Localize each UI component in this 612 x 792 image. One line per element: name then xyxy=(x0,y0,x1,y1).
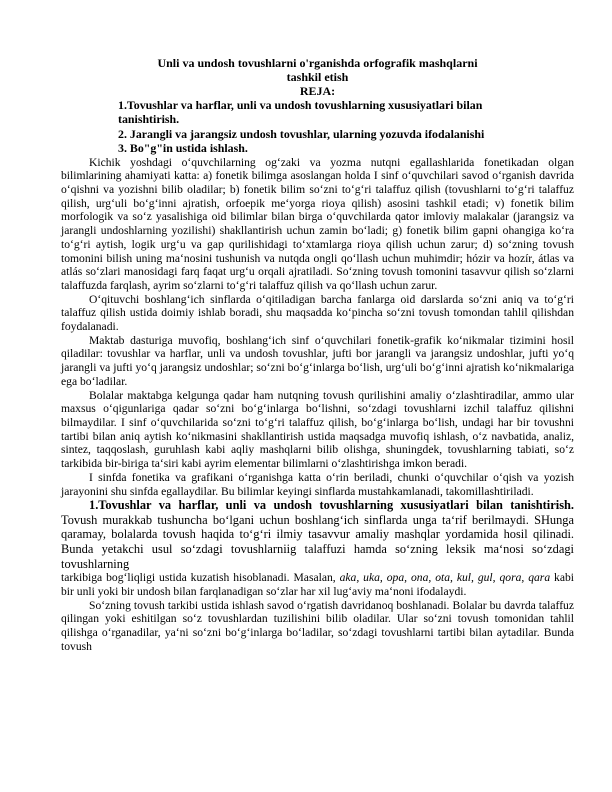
section-heading: 1.Tovushlar va harflar, unli va undosh tovushlarning xususiyatlari bilan tanishtirish. xyxy=(89,498,574,513)
paragraph: Bolalar maktabga kelgunga qadar ham nutqning tovush qurilishini amaliy o‘zlashtiradilar, ammo ular maxsus o‘qigunlariga qadar so‘zni bo‘g‘inlarga bo‘lishni, so‘zdagi tovushlarni izchil talaffuz qilishni bilmaydilar. I sinf o‘quvchilarida so‘zni to‘g‘ri talaffuz qilish, bo‘g‘inlarga bo‘lish, undagi har bir tovushni tartibi bilan aniq aytish ko‘nikmasini shakllantirish ustida maqsadga muvofiq ishlash, o‘z navbatida, analiz, sintez, taqqoslash, guruhlash kabi aqliy mashqlarni bilib olishga, shuningdek, tovushlarning tabiati, so‘z tarkibida bir-biriga ta‘siri kabi ayrim elementar bilimlarni o‘zlashtirishga imkon beradi. xyxy=(61,388,574,471)
paragraph: I sinfda fonetika va grafikani o‘rganishga katta o‘rin beriladi, chunki o‘quvchilar o‘qish va yozish jarayonini shu sinfda egallaydilar. Bu bilimlar keyingi sinflarda mustahkamlanadi, takomillashtiriladi. xyxy=(61,470,574,498)
plan-list xyxy=(118,98,574,156)
document-title-line2: tashkil etish xyxy=(286,70,349,84)
plan-item-3: 3. Bo"g"in ustida ishlash. xyxy=(118,141,248,156)
example-text: tarkibiga bog‘liqligi ustida kuzatish hisoblanadi. Masalan, xyxy=(61,571,340,585)
paragraph: Kichik yoshdagi o‘quvchilarning og‘zaki va yozma nutqni egallashlarida fonetikadan olgan bilimlarining ahamiyati katta: a) fonetik bilimga asoslangan holda I sinf o‘quvchilari savod o‘rganish davrida o‘qishni va yozishni bilib oladilar; b) fonetik bilim so‘zni to‘g‘ri talaffuz qilish (tovushlarni to‘g‘ri talaffuz qilish, urg‘uli bo‘g‘inni ajratish, orfoepik me‘yorga rioya qilish) asosini tashkil etadi; v) fonetik bilim morfologik va so‘z yasalishiga oid bilimlar bilan birga o‘quvchilarda qator imloviy malakalar (jarangsiz va jarangli undoshlarning yozilishi) shakllantirish uchun zamin bo‘ladi; g) fonetik bilim gapni ohangiga ko‘ra to‘g‘ri aytish, logik urg‘u va gap qurilishidagi to‘xtamlarga rioya qilish uchun zarur; d) so‘zning tovush tomonini bilish uning ma‘nosini tushunish va nutqda ongli qo‘llash uchun muhimdir; hózir va hozír, átlas va atlás so‘zlari manosidagi farq faqat urg‘u orqali ajratiladi. So‘zning tovush tomonini tasavvur qilish so‘zlarni talaffuzda farqlash, ayrim so‘zlarni to‘g‘ri talaffuz qilish va qo‘llash uchun zarur. xyxy=(61,155,574,292)
plan-heading: REJA: xyxy=(299,84,336,98)
document-title: Unli va undosh tovushlarni o'rganishda orfografik mashqlarni xyxy=(157,56,478,70)
paragraph: Maktab dasturiga muvofiq, boshlang‘ich sinf o‘quvchilari fonetik-grafik ko‘nikmalar tizimini hosil qiladilar: tovushlar va harflar, unli va undosh tovushlar, jufti bor jarangli va jarangsiz undoshlar, jufti yo‘q jarangli va jufti yo‘q jarangsiz undoshlar; so‘zni bo‘g‘inlarga bo‘lish, urg‘uli bo‘g‘inni ajratish ko‘nikmalariga ega bo‘ladilar. xyxy=(61,333,574,388)
paragraph: O‘qituvchi boshlang‘ich sinflarda o‘qitiladigan barcha fanlarga oid darslarda so‘zni aniq va to‘g‘ri talaffuz qilish ustida doimiy ishlab boradi, shu maqsadda ko‘pincha so‘zni tovush tomondan tahlil qilishdan foydalanadi. xyxy=(61,292,574,334)
example-paragraph xyxy=(61,571,574,598)
plan-item-1-cont: tanishtirish. xyxy=(118,112,180,127)
plan-item-2: 2. Jarangli va jarangsiz undosh tovushlar, ularning yozuvda ifodalanishi xyxy=(118,126,485,141)
example-words: aka, uka, opa, ona, ota, kul, gul, qora, qara xyxy=(339,571,551,585)
section-text: Tovush murakkab tushuncha bo‘lgani uchun boshlang‘ich sinflarda unga ta‘rif berilmaydi. SHunga qaramay, bolalarda tovush haqida to‘g‘ri ilmiy tasavvur amaliy mashqlar yordamida hosil qilinadi. Bunda yetakchi usul so‘zdagi tovushlarniig talaffuzi hamda so‘zning leksik ma‘nosi so‘zdagi tovushlarning xyxy=(61,512,574,571)
section-paragraph xyxy=(61,498,574,571)
example-text-end: kabi bir unli yoki bir undosh bilan farqlanadigan so‘zlar har xil lug‘aviy ma‘noni ifodalaydi. xyxy=(61,571,575,598)
plan-item-1: 1.Tovushlar va harflar, unli va undosh tovushlarning xususiyatlari bilan xyxy=(118,98,483,112)
paragraph-last: So‘zning tovush tarkibi ustida ishlash savod o‘rgatish davridanoq boshlanadi. Bolalar bu davrda talaffuz qilingan yoki eshitilgan so‘z tovushlardan tuzilishini bilib oladilar. Ular so‘zni tovush tomonidan tahlil qilishga o‘rganadilar, ya‘ni so‘zni bo‘g‘inlarga bo‘ladilar, so‘zdagi tovushlarni tartibi bilan aytadilar. Bunda tovush xyxy=(61,598,574,653)
